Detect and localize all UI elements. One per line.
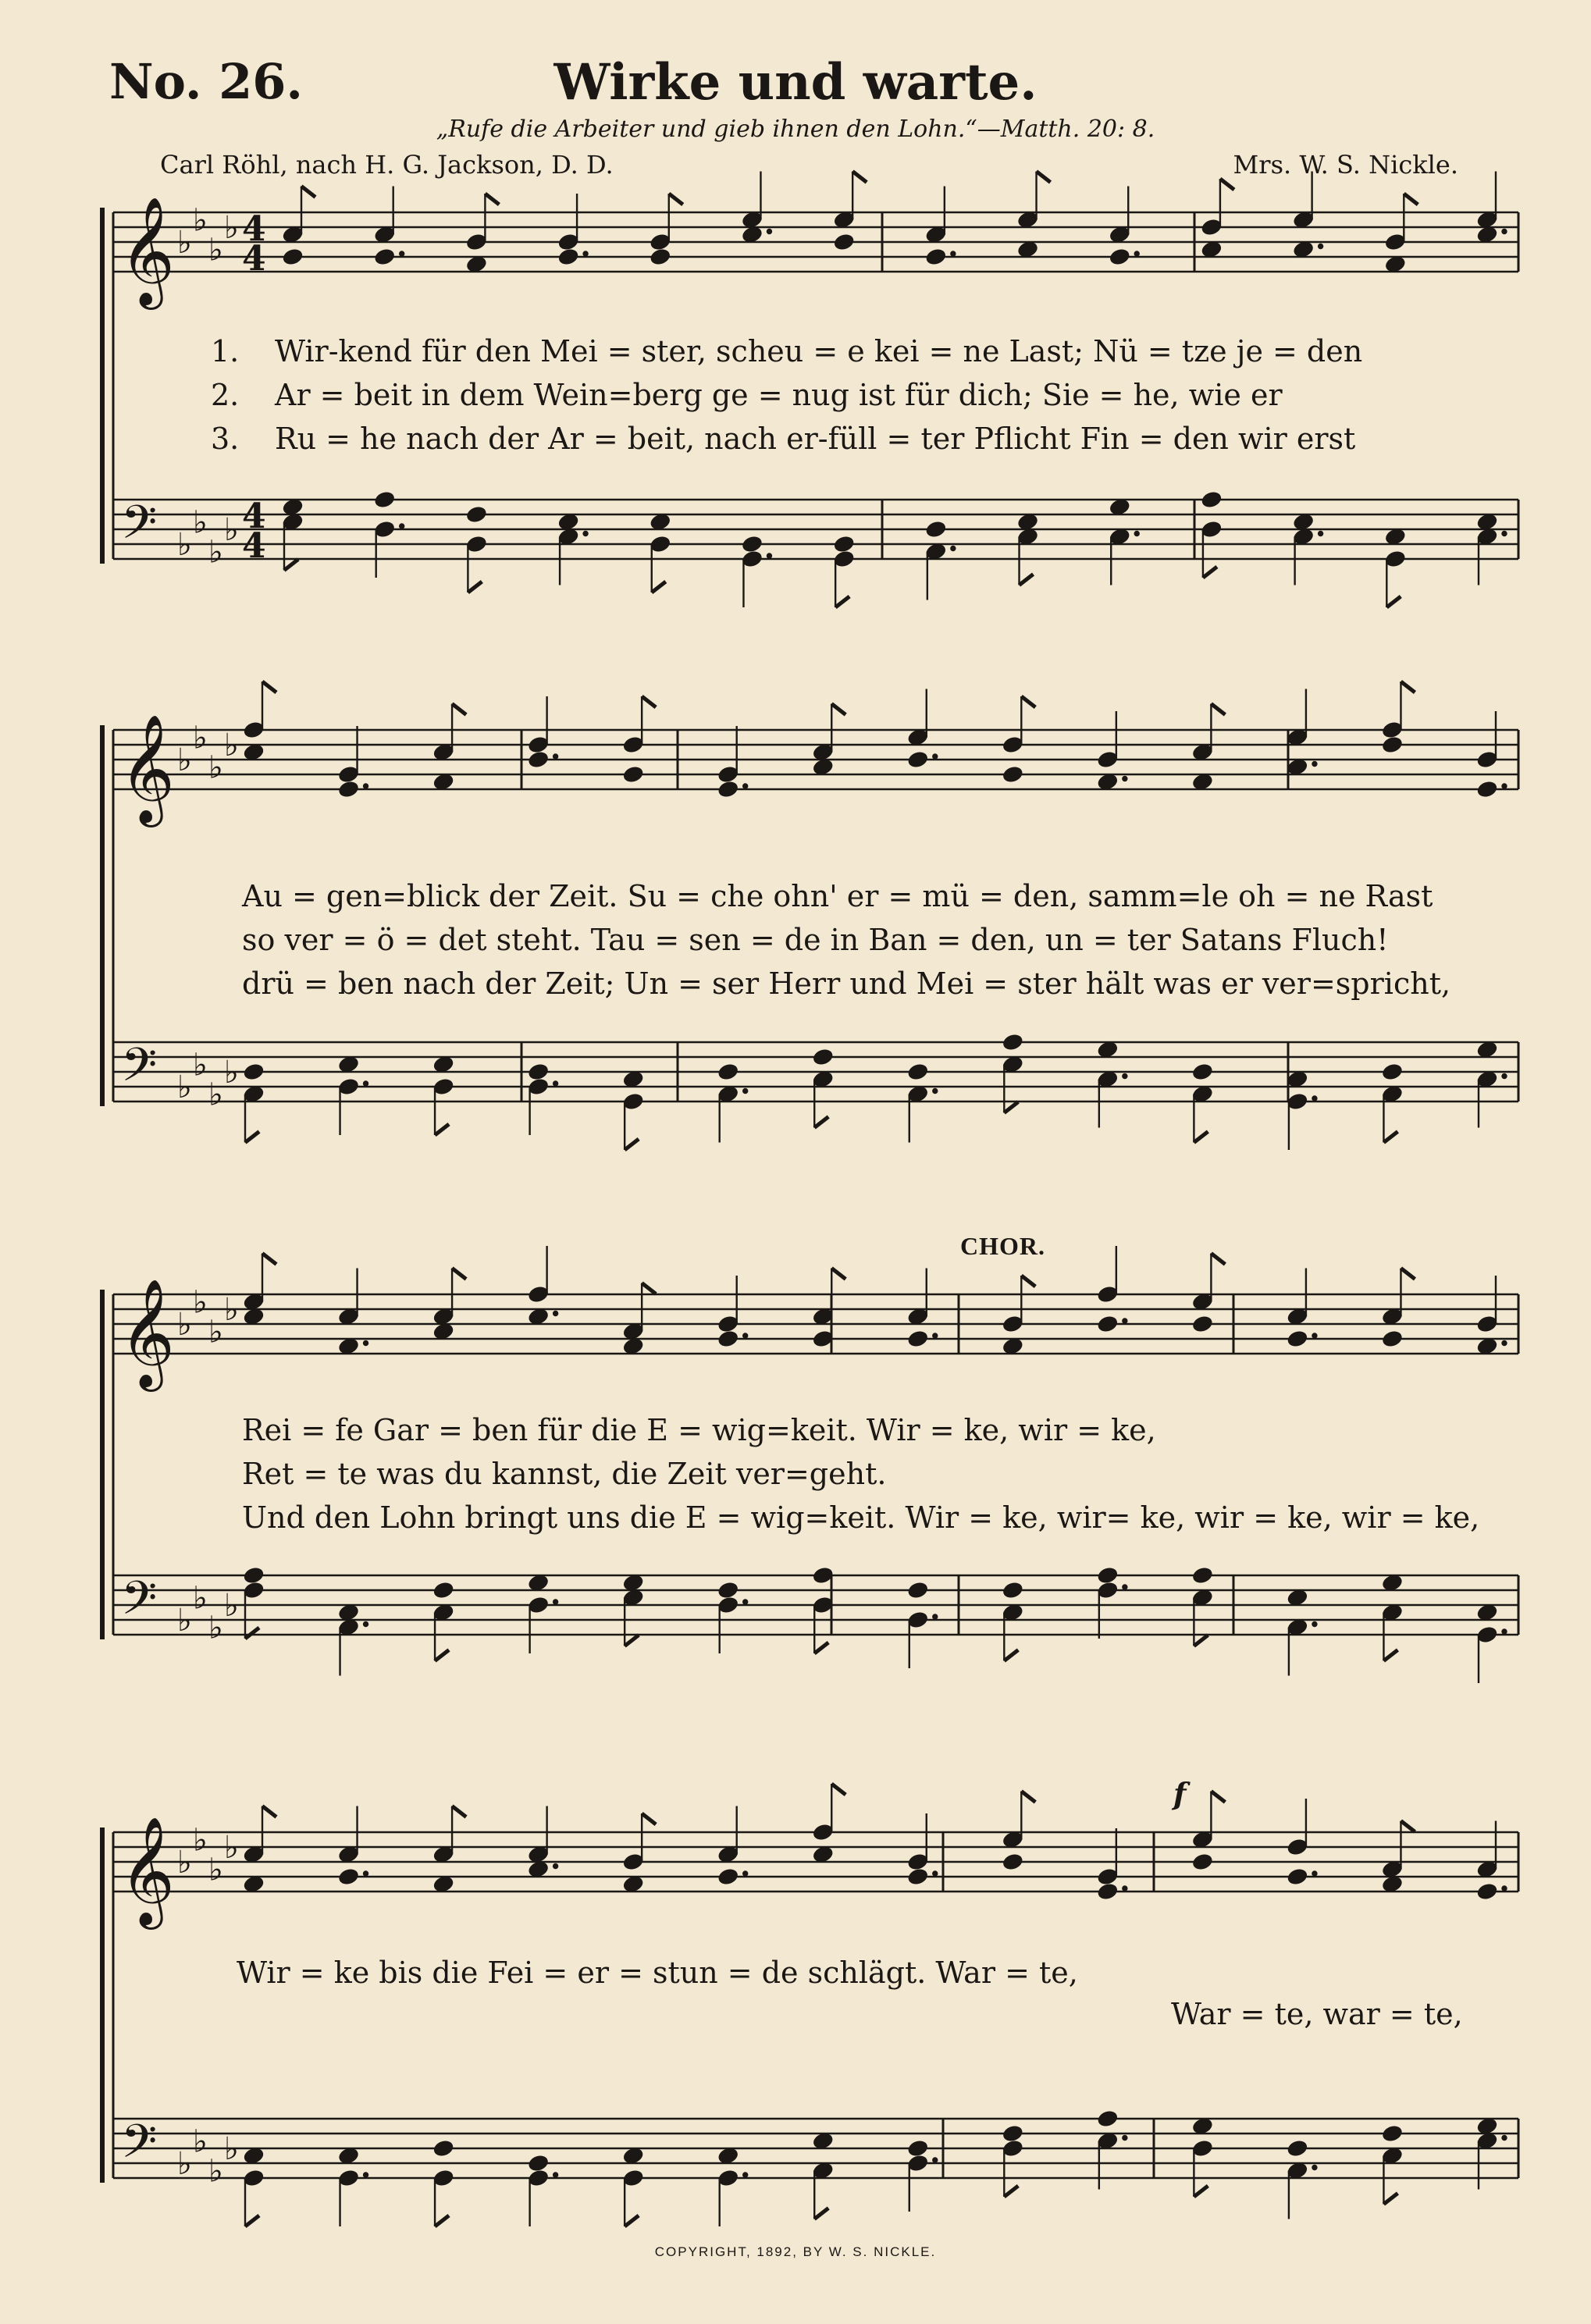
copyright-notice: COPYRIGHT, 1892, BY W. S. NICKLE. (654, 2244, 937, 2259)
note-flag (1383, 2194, 1397, 2205)
notehead (650, 247, 671, 266)
notehead (717, 1062, 739, 1081)
note-flag (1004, 2186, 1018, 2197)
note-flag (435, 2215, 449, 2226)
notehead (337, 780, 359, 799)
notehead (907, 1329, 929, 1348)
note-flag (245, 1132, 259, 1143)
note-flag (485, 194, 499, 205)
dot (1502, 1886, 1507, 1891)
note-flag (1194, 1635, 1208, 1646)
note-flag (642, 1813, 656, 1824)
notehead (1287, 1867, 1308, 1886)
time-signature: 4 (242, 239, 266, 279)
flat-sign-icon: ♭ (193, 720, 208, 756)
flat-sign-icon: ♭ (177, 1069, 192, 1105)
note-flag (262, 1254, 276, 1265)
dot (363, 784, 368, 788)
dot (1502, 1073, 1507, 1078)
note-flag (1220, 179, 1234, 190)
dot (951, 251, 956, 256)
dot (1123, 1073, 1127, 1078)
dot (1312, 1096, 1317, 1101)
flat-sign-icon: ♭ (208, 749, 223, 786)
notehead (1287, 2139, 1308, 2158)
lyric-line: Ru = he nach der Ar = beit, nach er-füll = ter Pflicht Fin = den wir erst (275, 422, 1356, 456)
notehead (243, 1062, 265, 1081)
dot (1312, 1871, 1317, 1876)
note-flag (452, 704, 466, 715)
notehead (1381, 1062, 1403, 1081)
notehead (1002, 1852, 1023, 1871)
note-flag (852, 172, 867, 183)
dot (1502, 229, 1507, 233)
note-flag (1203, 567, 1217, 578)
dot (1312, 1333, 1317, 1338)
dot (583, 251, 588, 256)
dot (1134, 251, 1139, 256)
verse-number: 1. (211, 334, 240, 368)
notehead (243, 1566, 265, 1585)
treble-clef-icon: 𝄞 (119, 197, 175, 305)
notehead (717, 780, 739, 799)
notehead (1191, 1566, 1213, 1585)
notehead (717, 1581, 739, 1600)
notehead (1002, 765, 1023, 784)
note-flag (245, 1628, 259, 1639)
lyric-line: Wir = ke bis die Fei = er = stun = de schlägt. War = te, (237, 1956, 1078, 1990)
notehead (622, 765, 644, 784)
lyric-line: Au = gen=blick der Zeit. Su = che ohn' er = mü = den, samm=le oh = ne Rast (242, 879, 1433, 913)
notehead (1097, 1882, 1119, 1901)
lyric-line: War = te, war = te, (1171, 1997, 1463, 2031)
notehead (465, 505, 487, 524)
flat-sign-icon: ♭ (193, 2123, 208, 2160)
note-flag (625, 2215, 639, 2226)
flat-sign-icon: ♭ (193, 1047, 208, 1084)
dot (1502, 531, 1507, 536)
notehead (282, 247, 304, 266)
dot (553, 1081, 557, 1086)
flat-sign-icon: ♭ (224, 1588, 239, 1624)
bass-clef-icon: 𝄢 (121, 495, 158, 561)
dot (767, 229, 771, 233)
dot (1123, 1319, 1127, 1323)
dot (933, 1871, 938, 1876)
flat-sign-icon: ♭ (224, 1292, 239, 1328)
lyric-line: so ver = ö = det steht. Tau = sen = de in Ban = den, un = ter Satans Fluch! (242, 923, 1389, 957)
flat-sign-icon: ♭ (224, 1055, 239, 1091)
notehead (907, 1581, 929, 1600)
notehead (907, 750, 929, 769)
dot (933, 1333, 938, 1338)
notehead (1381, 735, 1403, 754)
chorus-label: CHOR. (960, 1232, 1045, 1260)
note-flag (642, 696, 656, 707)
notehead (833, 233, 855, 251)
notehead (907, 2139, 929, 2158)
dot (363, 1081, 368, 1086)
flat-sign-icon: ♭ (224, 2131, 239, 2167)
notehead (1476, 780, 1498, 799)
note-flag (1386, 596, 1401, 607)
notehead (527, 1062, 549, 1081)
flat-sign-icon: ♭ (193, 504, 208, 541)
flat-sign-icon: ♭ (224, 512, 239, 548)
note-flag (1211, 1792, 1225, 1803)
note-flag (1211, 1254, 1225, 1265)
note-flag (814, 2208, 828, 2219)
notehead (432, 1581, 454, 1600)
notehead (527, 750, 549, 769)
dot (933, 2158, 938, 2162)
flat-sign-icon: ♭ (208, 1610, 223, 1646)
notehead (432, 2139, 454, 2158)
notehead (907, 1867, 929, 1886)
dot (553, 754, 557, 759)
flat-sign-icon: ♭ (208, 1077, 223, 1113)
note-flag (1401, 1269, 1415, 1279)
note-flag (452, 1269, 466, 1279)
note-flag (642, 1283, 656, 1294)
notehead (1201, 490, 1223, 509)
note-flag (452, 1806, 466, 1817)
dot (553, 1863, 557, 1868)
dot (742, 1333, 747, 1338)
note-flag (468, 582, 482, 593)
notehead (1381, 1329, 1403, 1348)
composer-credit: Mrs. W. S. Nickle. (1233, 150, 1458, 180)
note-flag (1383, 1132, 1397, 1143)
dot (1134, 531, 1139, 536)
dot (583, 531, 588, 536)
notehead (717, 1329, 739, 1348)
dot (553, 1600, 557, 1604)
lyric-line: drü = ben nach der Zeit; Un = ser Herr und Mei = ster hält was er ver=spricht, (242, 966, 1451, 1001)
dot (742, 1088, 747, 1093)
dot (742, 1871, 747, 1876)
flat-sign-icon: ♭ (208, 1314, 223, 1351)
dot (1312, 761, 1317, 766)
lyric-line: Rei = fe Gar = ben für die E = wig=keit. Wir = ke, wir = ke, (242, 1413, 1156, 1447)
notehead (1109, 247, 1130, 266)
flat-sign-icon: ♭ (224, 728, 239, 763)
note-flag (1021, 1276, 1035, 1287)
flat-sign-icon: ♭ (177, 2146, 192, 2182)
dot (1123, 776, 1127, 781)
flat-sign-icon: ♭ (224, 1830, 239, 1866)
notehead (557, 247, 579, 266)
dot (933, 1614, 938, 1619)
dot (1502, 1340, 1507, 1345)
dot (1123, 1886, 1127, 1891)
lyric-line: Wir-kend für den Mei = ster, scheu = e kei = ne Last; Nü = tze je = den (275, 334, 1363, 368)
flat-sign-icon: ♭ (177, 1603, 192, 1639)
note-flag (435, 1650, 449, 1661)
hymn-number: No. 26. (109, 53, 303, 110)
verse-number: 2. (211, 378, 240, 412)
dot (1318, 531, 1322, 536)
hymn-title: Wirke und warte. (553, 53, 1038, 112)
lyric-line: Ret = te was du kannst, die Zeit ver=geht. (242, 1457, 887, 1491)
dot (1312, 1621, 1317, 1626)
note-flag (814, 1117, 828, 1128)
dot (1502, 2135, 1507, 2140)
lyric-line: Und den Lohn bringt uns die E = wig=keit. Wir = ke, wir= ke, wir = ke, wir = ke, (242, 1500, 1480, 1535)
notehead (717, 1867, 739, 1886)
note-flag (835, 596, 849, 607)
treble-clef-icon: 𝄞 (119, 714, 175, 823)
notehead (925, 247, 947, 266)
dot (363, 1340, 368, 1345)
flat-sign-icon: ♭ (193, 1580, 208, 1617)
notehead (812, 1048, 834, 1066)
flat-sign-icon: ♭ (193, 202, 208, 239)
notehead (1097, 2109, 1119, 2128)
note-flag (1383, 1650, 1397, 1661)
notehead (1287, 1329, 1308, 1348)
note-flag (1037, 172, 1051, 183)
dot (1123, 2135, 1127, 2140)
flat-sign-icon: ♭ (193, 1284, 208, 1321)
notehead (1191, 1315, 1213, 1333)
dot (742, 2173, 747, 2177)
note-flag (1194, 2186, 1208, 2197)
note-flag (1004, 1650, 1018, 1661)
time-signature: 4 (242, 526, 266, 566)
dot (553, 2173, 557, 2177)
notehead (741, 535, 763, 553)
notehead (1191, 1852, 1213, 1871)
flat-sign-icon: ♭ (177, 1307, 192, 1343)
note-flag (1004, 1102, 1018, 1113)
treble-clef-icon: 𝄞 (119, 1817, 175, 1925)
dot (553, 1311, 557, 1315)
note-flag (1194, 1132, 1208, 1143)
note-flag (435, 1124, 449, 1135)
bass-clef-icon: 𝄢 (121, 1571, 158, 1636)
note-flag (625, 1635, 639, 1646)
note-flag (669, 194, 683, 205)
dot (1318, 244, 1322, 248)
flat-sign-icon: ♭ (208, 534, 223, 571)
note-flag (262, 1806, 276, 1817)
note-flag (1021, 1792, 1035, 1803)
dot (767, 553, 771, 558)
dot (951, 546, 956, 550)
note-flag (1020, 575, 1034, 585)
note-flag (1211, 704, 1225, 715)
note-flag (831, 1784, 845, 1795)
dot (742, 784, 747, 788)
flat-sign-icon: ♭ (177, 527, 192, 563)
lyricist-credit: Carl Röhl, nach H. G. Jackson, D. D. (160, 150, 614, 180)
note-flag (831, 704, 845, 715)
note-flag (814, 1642, 828, 1653)
notehead (1097, 1315, 1119, 1333)
notehead (1002, 2124, 1023, 2143)
note-flag (1021, 696, 1035, 707)
flat-sign-icon: ♭ (208, 232, 223, 269)
dot (1312, 2165, 1317, 2169)
notehead (337, 1867, 359, 1886)
verse-number: 3. (211, 422, 240, 456)
flat-sign-icon: ♭ (193, 1822, 208, 1859)
dot (1502, 784, 1507, 788)
note-flag (625, 1139, 639, 1150)
dot (1502, 1629, 1507, 1634)
note-flag (1401, 1821, 1415, 1832)
epigraph: „Rufe die Arbeiter und gieb ihnen den Lohn.“—Matth. 20: 8. (436, 116, 1155, 143)
note-flag (245, 2215, 259, 2226)
time-signature: 4 (242, 496, 266, 536)
notehead (1097, 1566, 1119, 1585)
dot (363, 2173, 368, 2177)
lyric-line: Ar = beit in dem Wein=berg ge = nug ist für dich; Sie = he, wie er (275, 378, 1283, 412)
dot (742, 1600, 747, 1604)
notehead (1002, 1033, 1023, 1052)
note-flag (652, 582, 666, 593)
notehead (1476, 1882, 1498, 1901)
notehead (833, 535, 855, 553)
dot (399, 251, 404, 256)
notehead (907, 1062, 929, 1081)
flat-sign-icon: ♭ (208, 1852, 223, 1888)
notehead (374, 247, 396, 266)
notehead (925, 520, 947, 539)
flat-sign-icon: ♭ (177, 225, 192, 261)
flat-sign-icon: ♭ (208, 2153, 223, 2190)
dot (933, 1088, 938, 1093)
notehead (1381, 2124, 1403, 2143)
note-flag (301, 187, 315, 198)
treble-clef-icon: 𝄞 (119, 1279, 175, 1387)
notehead (1191, 1062, 1213, 1081)
dot (363, 1871, 368, 1876)
dot (1123, 1585, 1127, 1589)
time-signature: 4 (242, 209, 266, 249)
notehead (374, 490, 396, 509)
flat-sign-icon: ♭ (224, 210, 239, 246)
flat-sign-icon: ♭ (177, 742, 192, 778)
notehead (527, 2154, 549, 2173)
note-flag (284, 560, 298, 571)
bass-clef-icon: 𝄢 (121, 2114, 158, 2180)
flat-sign-icon: ♭ (177, 1845, 192, 1881)
note-flag (831, 1269, 845, 1279)
dot (399, 524, 404, 529)
note-flag (1404, 194, 1418, 205)
note-flag (1401, 682, 1415, 692)
bass-clef-icon: 𝄢 (121, 1037, 158, 1103)
dot (933, 754, 938, 759)
notehead (1002, 1581, 1023, 1600)
note-flag (262, 682, 276, 692)
dot (363, 1621, 368, 1626)
